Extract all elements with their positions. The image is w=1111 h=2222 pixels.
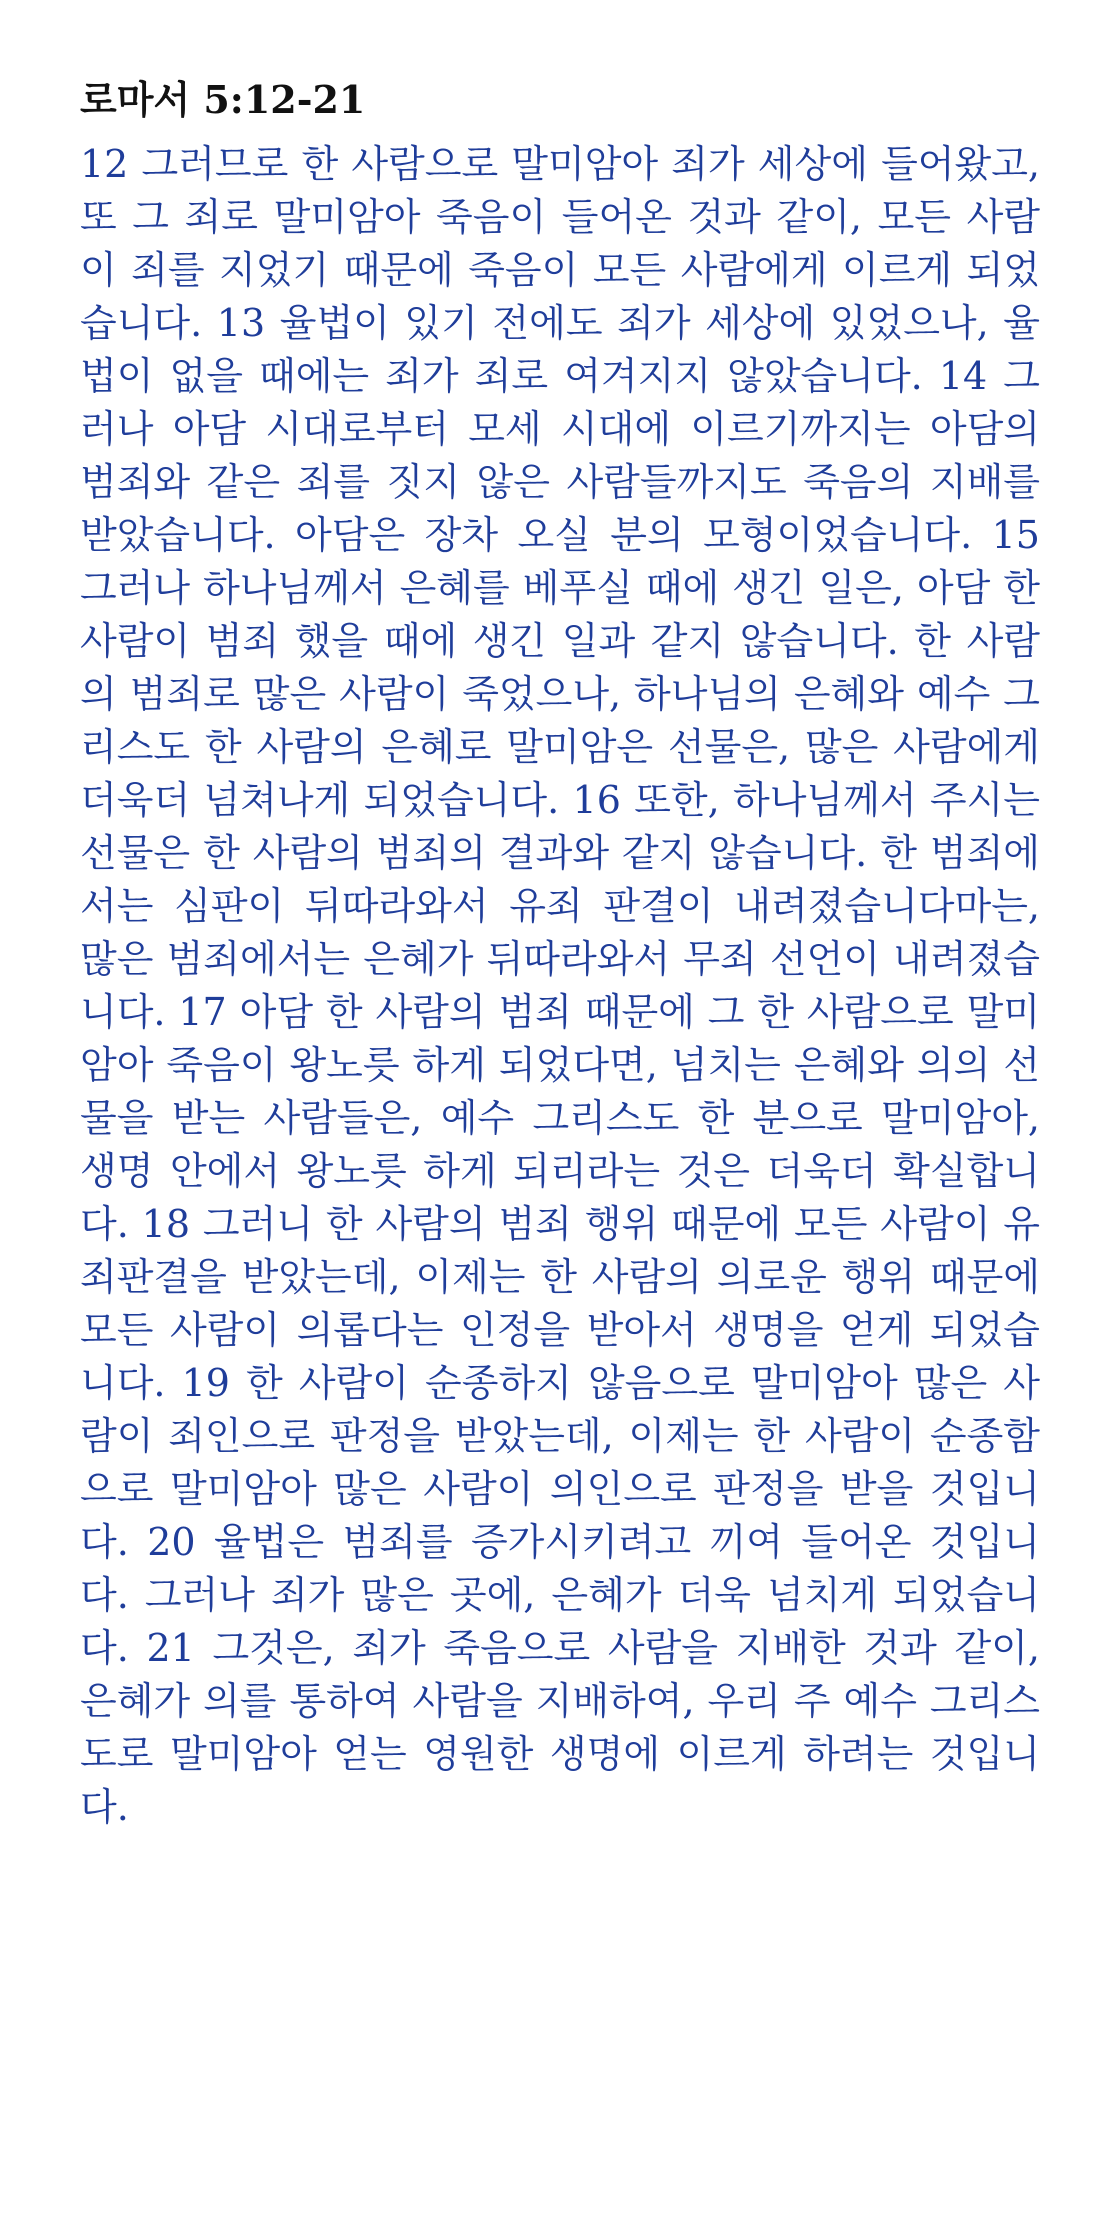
verse-text: 그러나 아담 시대로부터 모세 시대에 이르기까지는 아담의 범죄와 같은 죄를 짓지 않은 사람들까지도 죽음의 지배를 받았습니다. 아담은 장차 오실 분의 모형이었습니다.	[80, 354, 1040, 557]
verse-number: 15	[991, 513, 1040, 557]
verse-text: 그것은, 죄가 죽음으로 사람을 지배한 것과 같이, 은혜가 의를 통하여 사람을 지배하여, 우리 주 예수 그리스도로 말미암아 얻는 영원한 생명에 이르게 하려는 것입니다.	[80, 1626, 1040, 1829]
verse-number: 13	[216, 301, 266, 345]
verse-text: 율법은 범죄를 증가시키려고 끼여 들어온 것입니다. 그러나 죄가 많은 곳에, 은혜가 더욱 넘치게 되었습니다.	[80, 1520, 1040, 1670]
verse-number: 19	[181, 1361, 230, 1405]
verse-text: 율법이 있기 전에도 죄가 세상에 있었으나, 율법이 없을 때에는 죄가 죄로 여겨지지 않았습니다.	[80, 301, 1040, 398]
verse-text: 그러나 하나님께서 은혜를 베푸실 때에 생긴 일은, 아담 한 사람이 범죄 했을 때에 생긴 일과 같지 않습니다. 한 사람의 범죄로 많은 사람이 죽었으나, 하나님의 은혜와 예수 그리스도 한 사람의 은혜로 말미암은 선물은, 많은 사람에게 더욱더 넘쳐나게 되었습니다.	[80, 566, 1040, 822]
verse-text: 그러니 한 사람의 범죄 행위 때문에 모든 사람이 유죄판결을 받았는데, 이제는 한 사람의 의로운 행위 때문에 모든 사람이 의롭다는 인정을 받아서 생명을 얻게 되었습니다.	[80, 1202, 1040, 1405]
verse-text: 또한, 하나님께서 주시는 선물은 한 사람의 범죄의 결과와 같지 않습니다. 한 범죄에서는 심판이 뒤따라와서 유죄 판결이 내려졌습니다마는, 많은 범죄에서는 은혜가 뒤따라와서 무죄 선언이 내려졌습니다.	[80, 778, 1040, 1034]
passage-title: 로마서 5:12-21	[80, 77, 366, 122]
verse-number: 18	[141, 1202, 191, 1246]
verse-number: 20	[147, 1520, 196, 1564]
verse-number: 14	[938, 354, 988, 398]
verse-text: 그러므로 한 사람으로 말미암아 죄가 세상에 들어왔고, 또 그 죄로 말미암아 죽음이 들어온 것과 같이, 모든 사람이 죄를 지었기 때문에 죽음이 모든 사람에게 이르게 되었습니다.	[80, 142, 1040, 345]
verse-text: 아담 한 사람의 범죄 때문에 그 한 사람으로 말미암아 죽음이 왕노릇 하게 되었다면, 넘치는 은혜와 의의 선물을 받는 사람들은, 예수 그리스도 한 분으로 말미암아, 생명 안에서 왕노릇 하게 되리라는 것은 더욱더 확실합니다.	[80, 990, 1040, 1246]
verse-number: 21	[146, 1626, 195, 1670]
verse-number: 16	[572, 778, 621, 822]
passage-container	[80, 72, 1040, 1834]
passage-body	[80, 138, 1040, 1834]
verse-number: 17	[178, 990, 227, 1034]
verse-text: 한 사람이 순종하지 않음으로 말미암아 많은 사람이 죄인으로 판정을 받았는데, 이제는 한 사람이 순종함으로 말미암아 많은 사람이 의인으로 판정을 받을 것입니다.	[80, 1361, 1040, 1564]
verse-number: 12	[80, 142, 129, 186]
